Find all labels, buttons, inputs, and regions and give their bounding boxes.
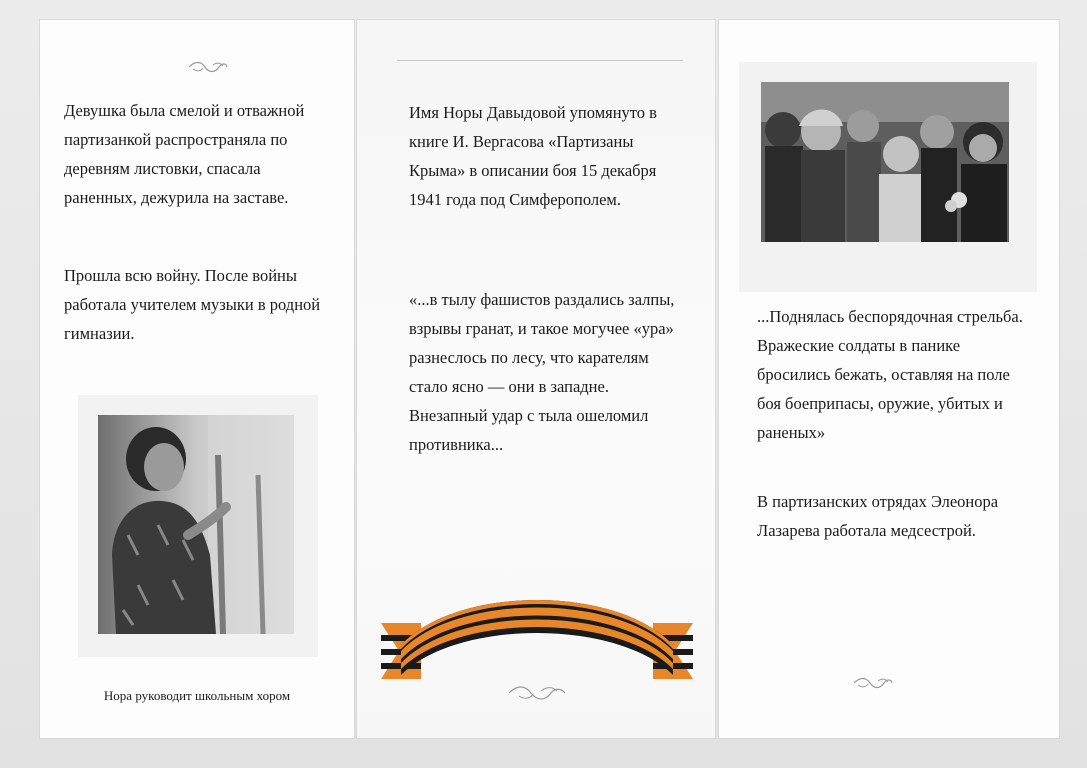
group-photo-frame (739, 62, 1037, 292)
swirl-ornament-icon (507, 684, 567, 702)
right-paragraph-2: В партизанских отрядах Элеонора Лазарева работала медсестрой. (757, 492, 999, 540)
swirl-ornament-icon (852, 676, 894, 690)
left-paragraph-2: Прошла всю войну. После войны работала учителем музыки в родной гимназии. (64, 266, 321, 343)
choir-photo-frame (78, 395, 318, 657)
right-panel (719, 20, 1059, 738)
left-panel (40, 20, 354, 738)
swirl-ornament-icon (187, 60, 229, 74)
right-quote: ...Поднялась беспорядочная стрельба. Вражеские солдаты в панике бросились бежать, оставляя на поле боя боеприпасы, оружие, убитых и раненых» (757, 307, 1023, 442)
middle-quote: «...в тылу фашистов раздались залпы, взрывы гранат, и такое могучее «ура» разнеслось по лесу, что карателям стало ясно — они в западне. Внезапный удар с тыла ошеломил противника... (409, 290, 675, 454)
choir-teacher-photo (98, 415, 294, 634)
photo-caption: Нора руководит школьным хором (103, 688, 291, 703)
middle-panel (357, 20, 715, 738)
group-children-photo (761, 82, 1009, 242)
st-george-ribbon (377, 575, 697, 685)
middle-paragraph-1: Имя Норы Давыдовой упомянуто в книге И. Вергасова «Партизаны Крыма» в описании боя 15 декабря 1941 года под Симферополем. (409, 103, 657, 209)
top-divider (397, 60, 683, 61)
left-paragraph-1: Девушка была смелой и отважной партизанкой распространяла по деревням листовки, спасала раненных, дежурила на заставе. (64, 101, 305, 207)
